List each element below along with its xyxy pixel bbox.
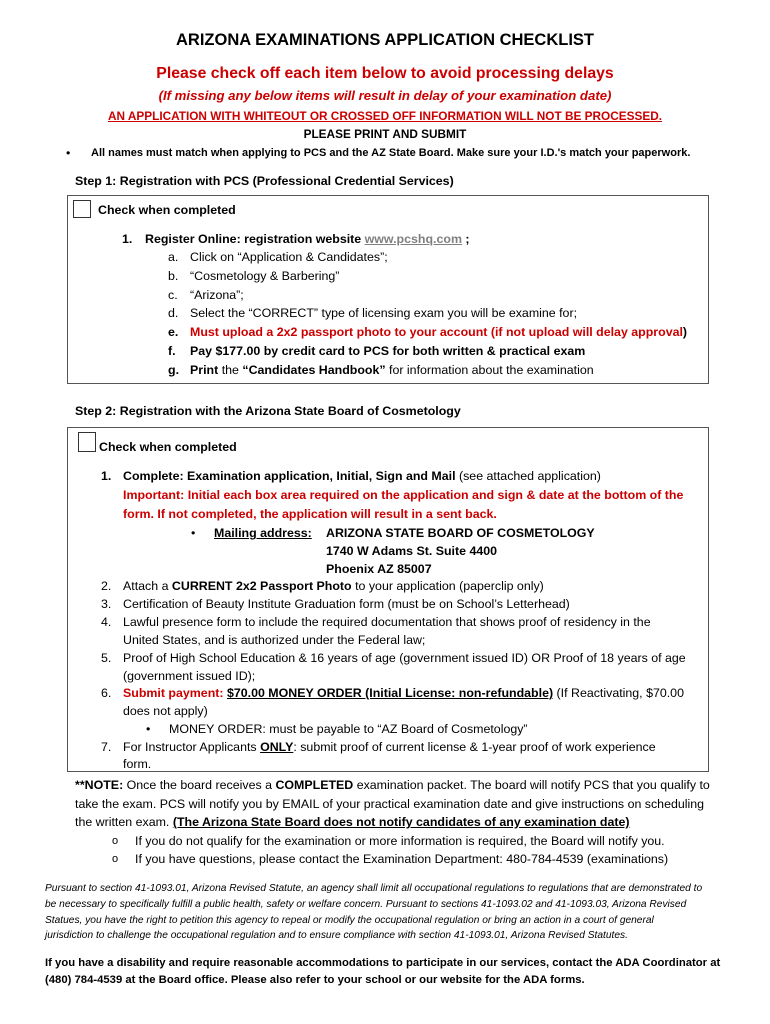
item6-money: $70.00 MONEY ORDER (Initial License: non-refundable) [226, 686, 554, 700]
step1-checkbox[interactable] [73, 200, 91, 218]
note-line1 [75, 777, 710, 793]
item4-line2: United States, and is authorized under the Federal law; [123, 633, 426, 647]
subtitle-delay: (If missing any below items will result in delay of your examination date) [158, 88, 612, 103]
ada-line1: If you have a disability and require reasonable accommodations to participate in our services, contact the ADA Coordinator at [45, 957, 721, 969]
names-match-note: All names must match when applying to PCS and the AZ State Board. Make sure your I.D.'s match your paperwork. [91, 147, 691, 159]
mailing-bullet-icon: • [191, 526, 196, 540]
money-order-bullet-icon: • [146, 722, 151, 736]
item3-text: Certification of Beauty Institute Graduation form (must be on School’s Letterhead) [123, 597, 570, 611]
item2-pre: Attach a [123, 579, 169, 593]
statute-line2: be necessary to specifically fulfill a public health, safety or welfare concern. Pursuant to sections 41-1093.02 and 41-1093.03, Arizona Revised [45, 899, 687, 910]
step2-check-label: Check when completed [99, 440, 237, 454]
important-line2: form. If not completed, the application will result in a sent back. [123, 507, 497, 521]
note-label: **NOTE: [75, 778, 124, 792]
statute-line4: jurisdiction to challenge the occupational regulation and to ensure compliance with section 41-1093.01, Arizona Revised Statutes. [45, 930, 628, 941]
step1-item1-num: 1. [122, 232, 133, 246]
step2-heading: Step 2: Registration with the Arizona State Board of Cosmetology [75, 404, 461, 418]
sub-b-text: “Cosmetology & Barbering” [190, 269, 340, 283]
item2 [123, 578, 544, 594]
step2-checkbox[interactable] [78, 432, 96, 452]
step2-item1-bold: Complete: Examination application, Initial, Sign and Mail [123, 469, 456, 483]
item5-line1: Proof of High School Education & 16 years of age (government issued ID) OR Proof of 18 years of age [123, 651, 686, 665]
sub-b-letter: b. [168, 269, 179, 283]
note-sub2: If you have questions, please contact the Examination Department: 480-784-4539 (examinations) [135, 852, 669, 866]
sub-g-tail: for information about the examination [389, 363, 594, 377]
step2-item1-num: 1. [101, 469, 112, 483]
item7-only: ONLY [260, 740, 294, 754]
statute-line3: Statues, you have the right to petition this agency to repeal or modify the occupational regulation or bring an action in a court of general [45, 915, 654, 926]
item7-num: 7. [101, 740, 112, 754]
item3-num: 3. [101, 597, 112, 611]
mailing-label: Mailing address: [214, 526, 312, 540]
whiteout-warning: AN APPLICATION WITH WHITEOUT OR CROSSED OFF INFORMATION WILL NOT BE PROCESSED. [107, 109, 662, 123]
item7-pre: For Instructor Applicants [123, 740, 257, 754]
sub-g-print: Print [190, 363, 219, 377]
page-title: ARIZONA EXAMINATIONS APPLICATION CHECKLIST [176, 31, 594, 49]
item5-num: 5. [101, 651, 112, 665]
sub-d-letter: d. [168, 306, 179, 320]
item6 [123, 685, 684, 701]
ada-line2: (480) 784-4539 at the Board office. Please also refer to your school or our website for the ADA forms. [45, 974, 585, 986]
sub-c-text: “Arizona”; [190, 288, 244, 302]
mailing-line2: 1740 W Adams St. Suite 4400 [326, 544, 498, 558]
item2-num: 2. [101, 579, 112, 593]
item2-bold: CURRENT 2x2 Passport Photo [171, 579, 352, 593]
step1-check-label: Check when completed [98, 203, 236, 217]
sub-g-letter: g. [168, 363, 180, 377]
note-p2: examination packet. The board will notify PCS that you qualify to [356, 778, 710, 792]
note-p1: Once the board receives a [126, 778, 272, 792]
step1-heading: Step 1: Registration with PCS (Professional Credential Services) [75, 174, 454, 188]
statute-line1: Pursuant to section 41-1093.01, Arizona Revised Statute, an agency shall limit all occupational regulations to regulations that are demonstrated to [45, 883, 703, 894]
print-submit-notice: PLEASE PRINT AND SUBMIT [303, 127, 467, 141]
step1-item1 [145, 231, 470, 247]
note-line2: take the exam. PCS will notify you by EMAIL of your practical examination date and give instructions on scheduling [75, 797, 705, 811]
note-sub1-circle-icon: o [112, 835, 119, 847]
item5-line2: (government issued ID); [123, 669, 256, 683]
mailing-line1: ARIZONA STATE BOARD OF COSMETOLOGY [326, 526, 595, 540]
step2-item1-tail: (see attached application) [458, 469, 601, 483]
item4-line1: Lawful presence form to include the required documentation that shows proof of residency in the [123, 615, 651, 629]
mailing-line3: Phoenix AZ 85007 [326, 562, 432, 576]
sub-c-letter: c. [168, 288, 178, 302]
note-sub2-circle-icon: o [112, 853, 119, 865]
note-completed: COMPLETED [275, 778, 354, 792]
sub-g-the: the [221, 363, 239, 377]
sub-e [190, 324, 687, 340]
subtitle: Please check off each item below to avoid processing delays [156, 65, 614, 82]
item2-tail: to your application (paperclip only) [355, 579, 544, 593]
sub-f-letter: f. [168, 344, 176, 358]
pcshq-link[interactable]: www.pcshq.com [364, 232, 462, 246]
item7-tail: : submit proof of current license & 1-year proof of work experience [293, 740, 656, 754]
bullet-icon: • [66, 146, 71, 160]
item7 [123, 739, 656, 755]
important-line1: Important: Initial each box area required on the application and sign & date at the bottom of the [123, 488, 684, 502]
note-line3-bold: (The Arizona State Board does not notify candidates of any examination date) [172, 815, 630, 829]
item6-line2: does not apply) [123, 704, 208, 718]
note-line3-pre: the written exam. [75, 815, 170, 829]
sub-g [190, 362, 594, 378]
sub-g-handbook: “Candidates Handbook” [242, 363, 386, 377]
item4-num: 4. [101, 615, 112, 629]
sub-e-letter: e. [168, 325, 179, 339]
item6-tail: (If Reactivating, $70.00 [556, 686, 684, 700]
money-order-text: MONEY ORDER: must be payable to “AZ Board of Cosmetology” [169, 722, 528, 736]
note-line3 [75, 814, 630, 830]
step1-item1-text: Register Online: registration website [145, 232, 362, 246]
item6-red: Submit payment: [123, 686, 224, 700]
step2-item1 [123, 468, 601, 484]
item7-line2: form. [123, 757, 152, 771]
sub-e-tail: ) [682, 325, 688, 339]
sub-d-text: Select the “CORRECT” type of licensing exam you will be examine for; [190, 306, 578, 320]
step1-item1-tail: ; [465, 232, 470, 246]
note-sub1: If you do not qualify for the examination or more information is required, the Board will notify you. [135, 834, 665, 848]
sub-a-letter: a. [168, 250, 179, 264]
sub-a-text: Click on “Application & Candidates”; [190, 250, 388, 264]
item6-num: 6. [101, 686, 112, 700]
sub-f-text: Pay $177.00 by credit card to PCS for both written & practical exam [190, 344, 586, 358]
sub-e-text: Must upload a 2x2 passport photo to your account (if not upload will delay approval [190, 325, 683, 339]
